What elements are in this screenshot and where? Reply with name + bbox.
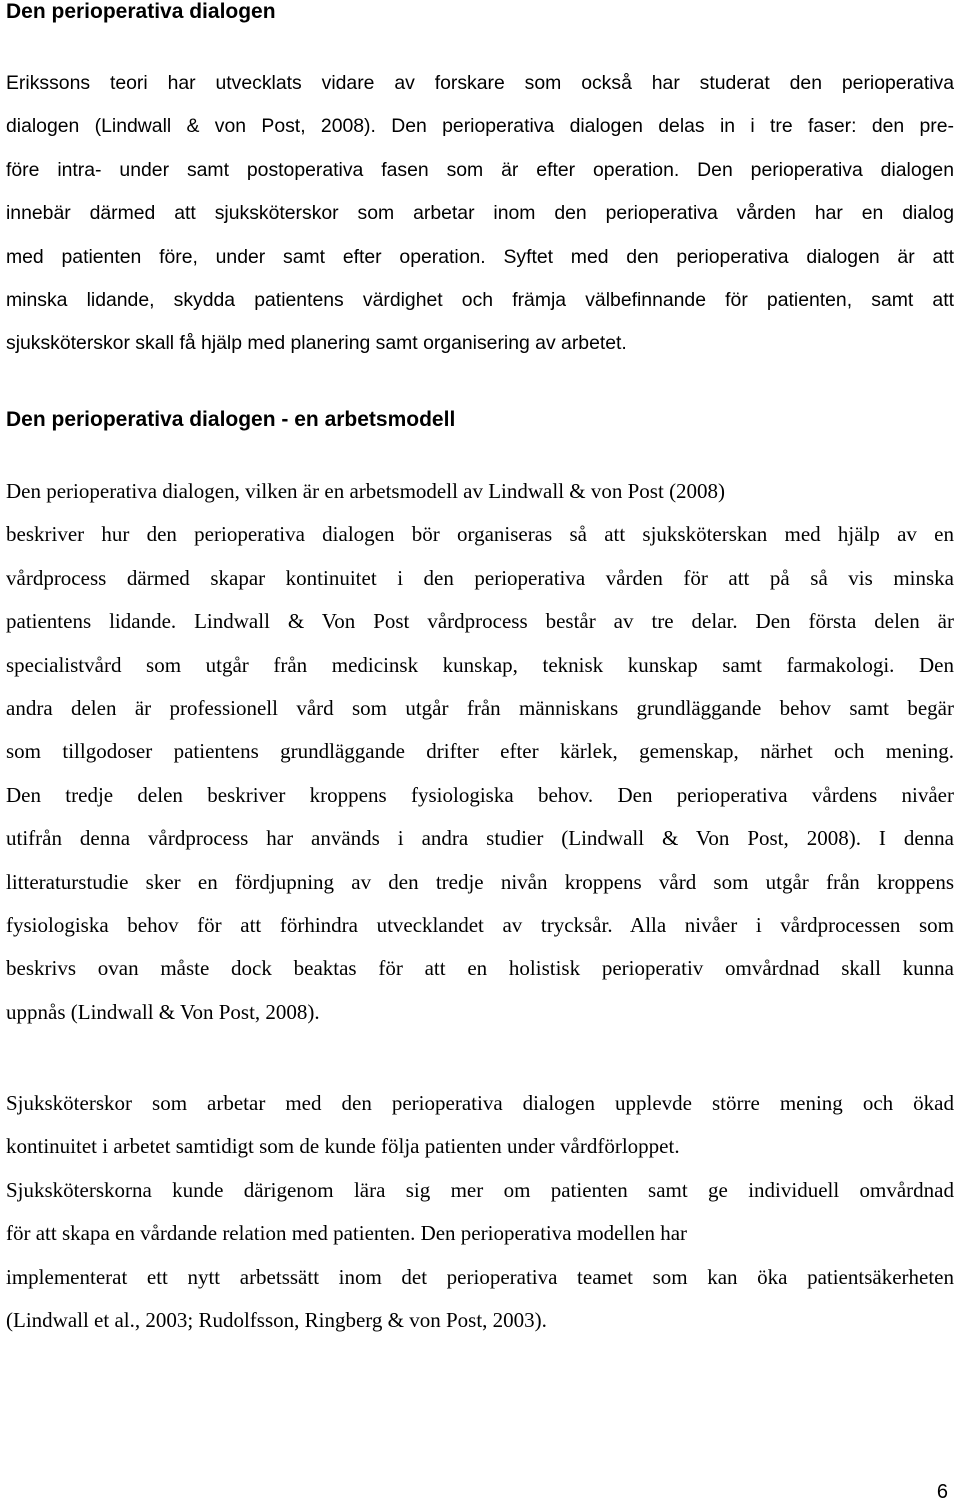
text-line: beskriver hur den perioperativa dialogen bör organiseras så att sjuksköterskan med hjälp av en xyxy=(6,522,954,547)
text-line: Den tredje delen beskriver kroppens fysiologiska behov. Den perioperativa vårdens nivåer xyxy=(6,782,954,807)
text-line: beskrivs ovan måste dock beaktas för att en holistisk perioperativ omvårdnad skall kunna xyxy=(6,956,954,981)
section-heading-perioperativa-dialogen: Den perioperativa dialogen xyxy=(6,0,276,23)
paragraph-perioperativa-dialogen xyxy=(6,62,954,366)
text-line: litteraturstudie sker en fördjupning av den tredje nivån kroppens vård som utgår från kroppens xyxy=(6,869,954,894)
text-line: Erikssons teori har utvecklats vidare av forskare som också har studerat den perioperativa xyxy=(6,72,954,94)
text-line: patientens lidande. Lindwall & Von Post vårdprocess består av tre delar. Den första delen är xyxy=(6,609,954,634)
text-line: (Lindwall et al., 2003; Rudolfsson, Ringberg & von Post, 2003). xyxy=(6,1308,547,1333)
text-line: utifrån denna vårdprocess har används i andra studier (Lindwall & Von Post, 2008). I denna xyxy=(6,826,954,851)
text-line: för att skapa en vårdande relation med patienten. Den perioperativa modellen har xyxy=(6,1221,688,1246)
text-line: före intra- under samt postoperativa fasen som är efter operation. Den perioperativa dialogen xyxy=(6,158,954,181)
text-line: med patienten före, under samt efter operation. Syftet med den perioperativa dialogen är att xyxy=(6,245,954,268)
text-line: Sjuksköterskor som arbetar med den perioperativa dialogen upplevde större mening och ökad xyxy=(6,1091,954,1115)
text-line: fysiologiska behov för att förhindra utvecklandet av trycksår. Alla nivåer i vårdprocessen som xyxy=(6,913,954,938)
text-line: dialogen (Lindwall & von Post, 2008). Den perioperativa dialogen delas in i tre faser: den pre- xyxy=(6,115,954,138)
text-line: sjuksköterskor skall få hjälp med planering samt organisering av arbetet. xyxy=(6,332,627,355)
text-line: Sjuksköterskorna kunde därigenom lära sig mer om patienten samt ge individuell omvårdnad xyxy=(6,1177,954,1202)
paragraph-arbetsmodell xyxy=(6,470,954,1034)
text-line: Den perioperativa dialogen, vilken är en arbetsmodell av Lindwall & von Post (2008) xyxy=(6,479,726,503)
text-line: innebär därmed att sjuksköterskor som arbetar inom den perioperativa vården har en dialog xyxy=(6,202,954,225)
section-heading-arbetsmodell: Den perioperativa dialogen - en arbetsmodell xyxy=(6,408,456,431)
text-line: kontinuitet i arbetet samtidigt som de kunde följa patienten under vårdförloppet. xyxy=(6,1134,680,1159)
paragraph-sjukskoterskor-upplevelse xyxy=(6,1082,954,1342)
text-line: implementerat ett nytt arbetssätt inom det perioperativa teamet som kan öka patientsäkerheten xyxy=(6,1264,954,1289)
text-line: specialistvård som utgår från medicinsk kunskap, teknisk kunskap samt farmakologi. Den xyxy=(6,652,954,677)
text-line: andra delen är professionell vård som utgår från människans grundläggande behov samt begär xyxy=(6,696,954,721)
text-line: minska lidande, skydda patientens värdighet och främja välbefinnande för patienten, samt att xyxy=(6,289,954,312)
text-line: uppnås (Lindwall & Von Post, 2008). xyxy=(6,999,320,1024)
page-number: 6 xyxy=(936,1481,948,1503)
text-line: vårdprocess därmed skapar kontinuitet i den perioperativa vården för att på så vis minska xyxy=(6,565,954,590)
text-line: som tillgodoser patientens grundläggande drifter efter kärlek, gemenskap, närhet och mening. xyxy=(6,739,954,764)
